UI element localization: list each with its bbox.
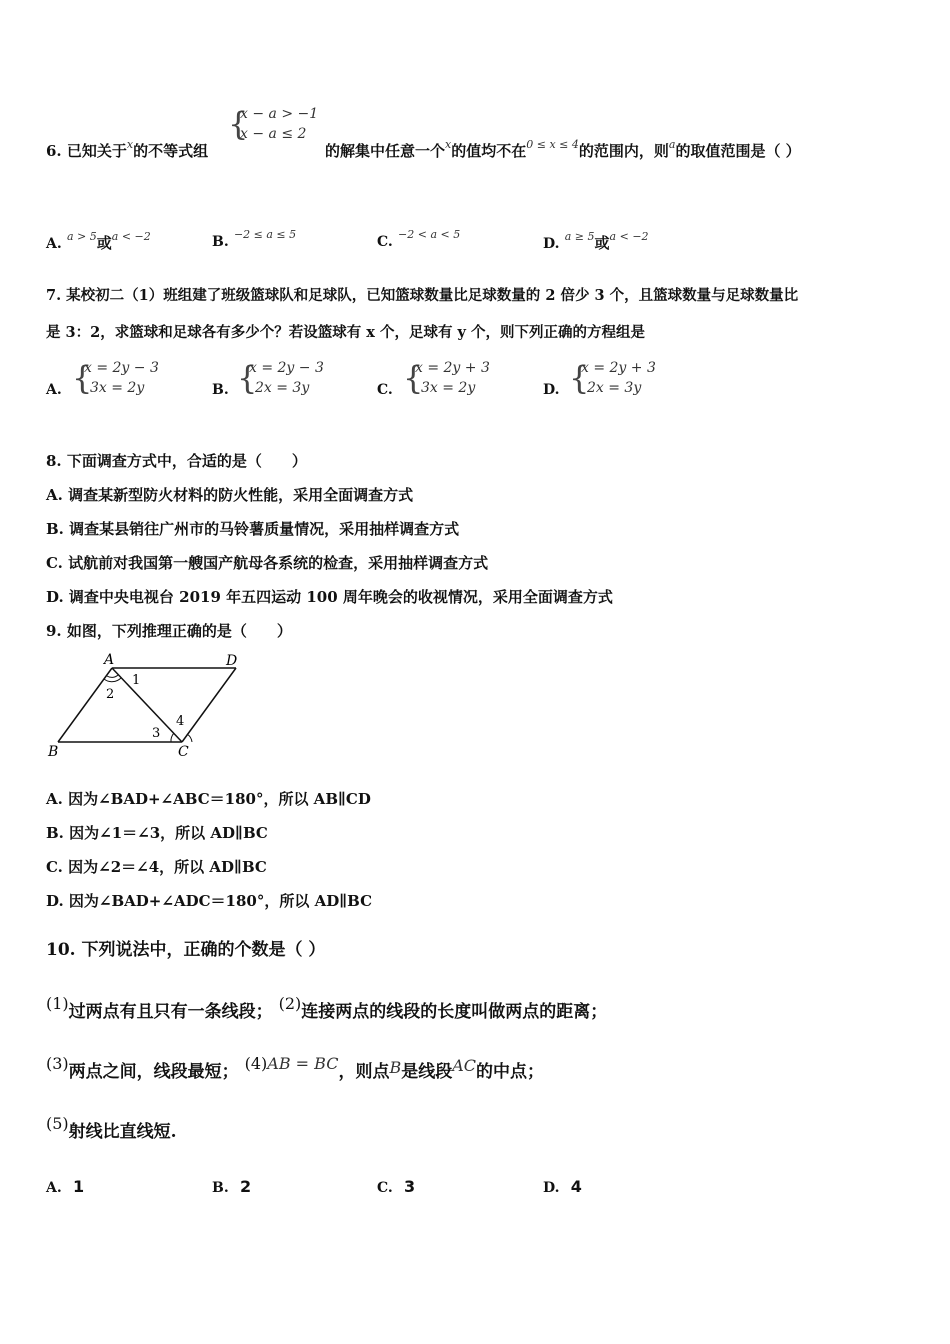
statement-4-number: (4) — [244, 1054, 268, 1073]
angle-4-label: 4 — [176, 714, 185, 729]
q6-range: 0 ≤ x ≤ 4 — [526, 138, 579, 151]
q6-option-b[interactable] — [212, 228, 297, 250]
angle-arc-a — [104, 678, 121, 682]
statement-3-number: (3) — [46, 1054, 69, 1073]
q10-statements-1-2 — [46, 994, 608, 1022]
option-label: C. — [377, 1180, 393, 1196]
q6-text-5: 的范围内，则 — [578, 142, 669, 160]
q7-a-eq2: 3x = 2y — [90, 380, 145, 396]
option-math: a > 5 — [66, 230, 97, 243]
q10-option-c[interactable] — [377, 1177, 415, 1196]
statement-1: 过两点有且只有一条线段； — [68, 1002, 273, 1022]
q6-inequality-system — [228, 104, 328, 148]
q7-option-c-label[interactable]: C. — [377, 382, 393, 398]
q10-option-d[interactable] — [543, 1177, 582, 1196]
q6-text-6: 的取值范围是（ ） — [675, 142, 801, 160]
brace-icon: { — [72, 359, 93, 397]
option-math: −2 < a < 5 — [398, 228, 461, 241]
option-label: B. — [212, 234, 229, 250]
statement-2-number: (2) — [278, 994, 302, 1013]
q7-stem-line2: 是 3：2，求篮球和足球各有多少个？若设篮球有 x 个，足球有 y 个，则下列正确的方程组是 — [46, 324, 645, 341]
statement-4-math: AB = BC — [267, 1054, 339, 1073]
vertex-c-label: C — [178, 744, 189, 760]
q7-option-a-label[interactable]: A. — [46, 382, 62, 398]
q6-text-4: 的值均不在 — [451, 142, 527, 160]
vertex-b-label: B — [48, 744, 59, 760]
statement-4-text-2: 是线段 — [401, 1062, 453, 1082]
q10-statements-3-4 — [46, 1054, 545, 1082]
angle-1-label: 1 — [132, 673, 141, 688]
vertex-a-label: A — [104, 652, 115, 668]
statement-1-number: (1) — [46, 994, 69, 1013]
brace-icon: { — [228, 105, 249, 143]
q7-a-eq1: x = 2y − 3 — [84, 360, 159, 376]
q10-statement-5 — [46, 1114, 177, 1142]
option-label: D. — [543, 236, 560, 252]
q6-text-2: 的不等式组 — [133, 142, 209, 160]
q6-sys-eq1: x − a > −1 — [240, 106, 319, 122]
q7-b-eq1: x = 2y − 3 — [249, 360, 324, 376]
q6-option-c[interactable] — [377, 228, 461, 250]
q7-option-d-system[interactable] — [569, 358, 679, 402]
angle-3-label: 3 — [152, 726, 161, 741]
q6-var-a: a — [668, 138, 676, 151]
option-math: a < −2 — [111, 230, 151, 243]
q7-option-b-label[interactable]: B. — [212, 382, 229, 398]
q7-option-a-system[interactable] — [72, 358, 182, 402]
q7-c-eq1: x = 2y + 3 — [415, 360, 490, 376]
segment-dc — [182, 668, 236, 742]
option-label: B. — [212, 1180, 229, 1196]
q7-option-c-system[interactable] — [403, 358, 513, 402]
segment-ab — [58, 668, 115, 742]
q7-option-d-label[interactable]: D. — [543, 382, 560, 398]
option-math: a < −2 — [609, 230, 649, 243]
q7-b-eq2: 2x = 3y — [255, 380, 310, 396]
statement-2: 连接两点的线段的长度叫做两点的距离； — [301, 1002, 608, 1022]
q8-stem: 8. 下面调查方式中，合适的是（ ） — [46, 452, 307, 470]
option-label: C. — [377, 234, 393, 250]
brace-icon: { — [403, 359, 424, 397]
q9-option-c[interactable]: C. 因为∠2＝∠4，所以 AD∥BC — [46, 858, 267, 876]
q8-option-c[interactable]: C. 试航前对我国第一艘国产航母各系统的检查，采用抽样调查方式 — [46, 554, 489, 572]
segment-ac — [112, 668, 185, 742]
q10-option-a[interactable] — [46, 1177, 84, 1196]
angle-2-label: 2 — [106, 687, 115, 702]
option-label: A. — [46, 236, 62, 252]
option-label: D. — [543, 1180, 560, 1196]
option-math: −2 ≤ a ≤ 5 — [233, 228, 297, 241]
q6-number: 6. — [46, 142, 62, 160]
option-math: a ≥ 5 — [564, 230, 595, 243]
q6-var-x: x — [126, 138, 134, 151]
option-value: 3 — [404, 1177, 416, 1196]
statement-4-segment-ac: AC — [452, 1056, 477, 1075]
q9-option-b[interactable]: B. 因为∠1＝∠3，所以 AD∥BC — [46, 824, 268, 842]
q9-option-d[interactable]: D. 因为∠BAD+∠ADC＝180°，所以 AD∥BC — [46, 892, 373, 910]
option-or: 或 — [96, 234, 112, 252]
q6-stem-cont — [325, 140, 801, 161]
q10-option-b[interactable] — [212, 1177, 251, 1196]
q6-text-1: 已知关于 — [66, 142, 127, 160]
option-value: 1 — [72, 1177, 85, 1196]
option-value: 2 — [239, 1177, 252, 1196]
q7-d-eq1: x = 2y + 3 — [581, 360, 656, 376]
brace-icon: { — [237, 359, 258, 397]
q7-c-eq2: 3x = 2y — [421, 380, 476, 396]
option-label: A. — [46, 1180, 62, 1196]
option-or: 或 — [594, 234, 610, 252]
q7-d-eq2: 2x = 3y — [587, 380, 642, 396]
statement-5-number: (5) — [46, 1114, 69, 1133]
statement-5: 射线比直线短. — [68, 1122, 177, 1142]
q6-option-d[interactable] — [543, 232, 649, 253]
q7-stem-line1: 7. 某校初二（1）班组建了班级篮球队和足球队，已知篮球数量比足球数量的 2 倍少 3 个，且篮球数量与足球数量比 — [46, 287, 799, 304]
q6-text-3: 的解集中任意一个 — [325, 142, 446, 160]
angle-arc-c — [171, 733, 174, 742]
statement-4-point-b: B — [389, 1058, 402, 1077]
q8-option-b[interactable]: B. 调查某县销往广州市的马铃薯质量情况，采用抽样调查方式 — [46, 520, 460, 538]
q6-option-a[interactable] — [46, 232, 151, 253]
q6-stem — [46, 140, 208, 161]
q7-option-b-system[interactable] — [237, 358, 347, 402]
angle-arc-a-inner — [107, 675, 118, 677]
q6-var-x2: x — [445, 138, 452, 151]
brace-icon: { — [569, 359, 590, 397]
vertex-d-label: D — [226, 653, 238, 669]
q9-parallelogram-figure — [40, 648, 260, 766]
statement-4-text-3: 的中点； — [476, 1062, 545, 1082]
statement-4-text-1: ，则点 — [338, 1062, 390, 1082]
option-value: 4 — [570, 1177, 582, 1196]
q9-option-a[interactable]: A. 因为∠BAD+∠ABC＝180°，所以 AB∥CD — [46, 790, 371, 808]
q9-stem: 9. 如图，下列推理正确的是（ ） — [46, 622, 292, 640]
q8-option-d[interactable]: D. 调查中央电视台 2019 年五四运动 100 周年晚会的收视情况，采用全面调查方式 — [46, 588, 613, 606]
q8-option-a[interactable]: A. 调查某新型防火材料的防火性能，采用全面调查方式 — [46, 486, 414, 504]
q6-sys-eq2: x − a ≤ 2 — [240, 126, 307, 142]
q10-stem: 10. 下列说法中，正确的个数是（ ） — [46, 940, 326, 960]
statement-3: 两点之间，线段最短； — [68, 1062, 239, 1082]
